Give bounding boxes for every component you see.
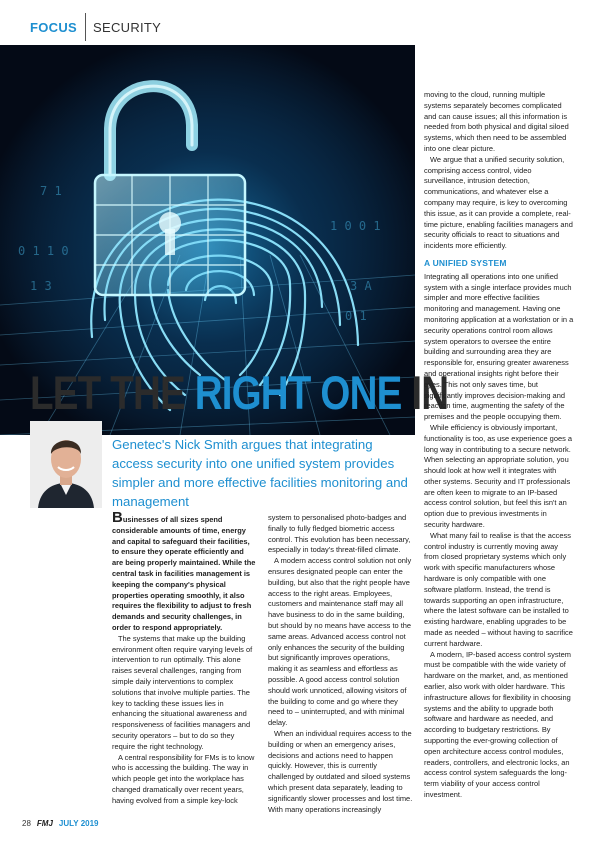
svg-text:7 1: 7 1 bbox=[40, 184, 62, 198]
body-paragraph: A central responsibility for FMs is to know who is accessing the building. The way in which people get into the workplace has changed dramatically over recent years, having evolved from a simple key-lock bbox=[112, 752, 255, 805]
body-column-3 bbox=[424, 90, 574, 801]
svg-text:0 1 1 0: 0 1 1 0 bbox=[18, 244, 69, 258]
intro-paragraph bbox=[112, 509, 257, 634]
body-paragraph: What many fail to realise is that the access control industry is currently moving away from closed proprietary systems which only work with specific manufacturers whose hardware is only compatible with one software platform. Instead, the trend is towards supporting an open infrastructure, where the latest software can be installed to existing hardware, enabling upgrades to be made as needed – without having to sacrifice current hardware. bbox=[424, 530, 573, 648]
issue-date: JULY 2019 bbox=[58, 819, 99, 828]
body-paragraph: system to personalised photo-badges and finally to fully fledged biometric access control. This evolution has been necessary, especially in today's threat-filled climate. bbox=[268, 513, 411, 555]
svg-text:0 1: 0 1 bbox=[345, 309, 367, 323]
svg-text:1 3: 1 3 bbox=[30, 279, 52, 293]
standfirst: Genetec's Nick Smith argues that integrating access security into one unified system provides simpler and more effective facilities monitoring and management bbox=[112, 437, 408, 509]
page-footer bbox=[22, 819, 99, 828]
body-paragraph: We argue that a unified security solution, comprising access control, video surveillance, intrusion detection, communications, and whatever else a company may require, is key to overcoming this issue, as it can provide a complete, real-time picture, enabling facilities managers and security officials to react to situations and incidents more efficiently. bbox=[424, 154, 573, 251]
body-paragraph: The systems that make up the building environment often require varying levels of intervention to run optimally. This alone raises several challenges, ranging from simple daily interventions to complex solutions that involve multiple parties. The key to tackling these issues lies in enhancing the situational awareness and responsiveness of facilities managers and security operators – but to do so they require the right technology. bbox=[112, 633, 253, 751]
body-column-1 bbox=[112, 509, 257, 807]
body-paragraph: A modern, IP-based access control system must be compatible with the wide variety of hardware on the market, and, as mentioned earlier, also work with older hardware. This infrastructure allows for flexibility in choosing systems and the ability to upgrade both software and hardware as needed, and according to budgetary restrictions. By supporting the ever-growing collection of open architecture access control modules, readers, controllers, and electronic locks, an access control system safeguards the long-term viability of your access control investment. bbox=[424, 649, 571, 799]
svg-text:3 A: 3 A bbox=[350, 279, 372, 293]
body-paragraph: A modern access control solution not only ensures designated people can enter the building, but also that the right people have access to the right areas. Employees, customers and maintenance staff may all have business to do in the same building, but should by no means have access to the same areas. Advanced access control not only enhances the security of the building but significantly improves operations, making it as seamless and effortless as possible. A good access control solution should work unnoticed, allowing visitors of the building to come and go where they need to – uninterrupted, and with minimal delay. bbox=[268, 556, 412, 728]
svg-text:1 0 0 1: 1 0 0 1 bbox=[330, 219, 381, 233]
section-header bbox=[30, 14, 161, 40]
headline-part-1: LET THE bbox=[30, 366, 195, 419]
body-column-2 bbox=[268, 513, 413, 815]
subheading: A UNIFIED SYSTEM bbox=[424, 257, 507, 268]
body-paragraph: Integrating all operations into one unified system with a single interface provides much simpler and more effective facilities monitoring and management. Having one monitoring application at a workstation or in a security operations control room allows system operators to oversee the entire building and surrounding area they are responsible for, ensuring greater awareness and operational insights right before their eyes. This not only saves time, but significantly improves decision-making and reaction time, augmenting the safety of the premises and the people occupying them. bbox=[424, 271, 574, 422]
author-portrait-icon bbox=[30, 421, 102, 508]
article-headline bbox=[30, 366, 449, 419]
drop-cap: B bbox=[112, 509, 123, 526]
header-divider bbox=[85, 13, 86, 41]
author-portrait bbox=[30, 421, 102, 508]
page-number: 28 bbox=[22, 819, 31, 828]
intro-text: usinesses of all sizes spend considerable amounts of time, energy and capital to safeguard their facilities, to ensure they operate efficiently and are being properly maintained. While the central task in facilities management is keeping the company's physical properties operating smoothly, it also requires the flexibility to adjust to fresh demands and security challenges, in order to respond appropriately. bbox=[112, 515, 256, 632]
section-label: SECURITY bbox=[93, 19, 162, 35]
body-paragraph: While efficiency is obviously important, functionality is too, as use experience goes a long way in contributing to a secure network. When selecting an appropriate solution, you should look at how well it integrates with other systems. Security and IT professionals are often keen to migrate to an IP-based access control solution, but feel this isn't an option due to previous investments in security hardware. bbox=[424, 422, 573, 530]
body-paragraph: moving to the cloud, running multiple systems separately becomes complicated and can cause issues; all this information is needed from both physical and digital siloed systems, which then need to be assembled into one clear picture. bbox=[424, 90, 569, 153]
headline-part-2: RIGHT ONE bbox=[194, 366, 402, 419]
focus-label: FOCUS bbox=[30, 19, 77, 35]
magazine-name: FMJ bbox=[36, 819, 53, 828]
headline-part-3: IN bbox=[401, 366, 449, 419]
body-paragraph: When an individual requires access to the building or when an emergency arises, decisions and actions need to happen quickly. However, this is currently challenged by outdated and siloed systems which present data separately, leading to significantly slower processes and lost time. With many operations increasingly bbox=[268, 728, 413, 814]
